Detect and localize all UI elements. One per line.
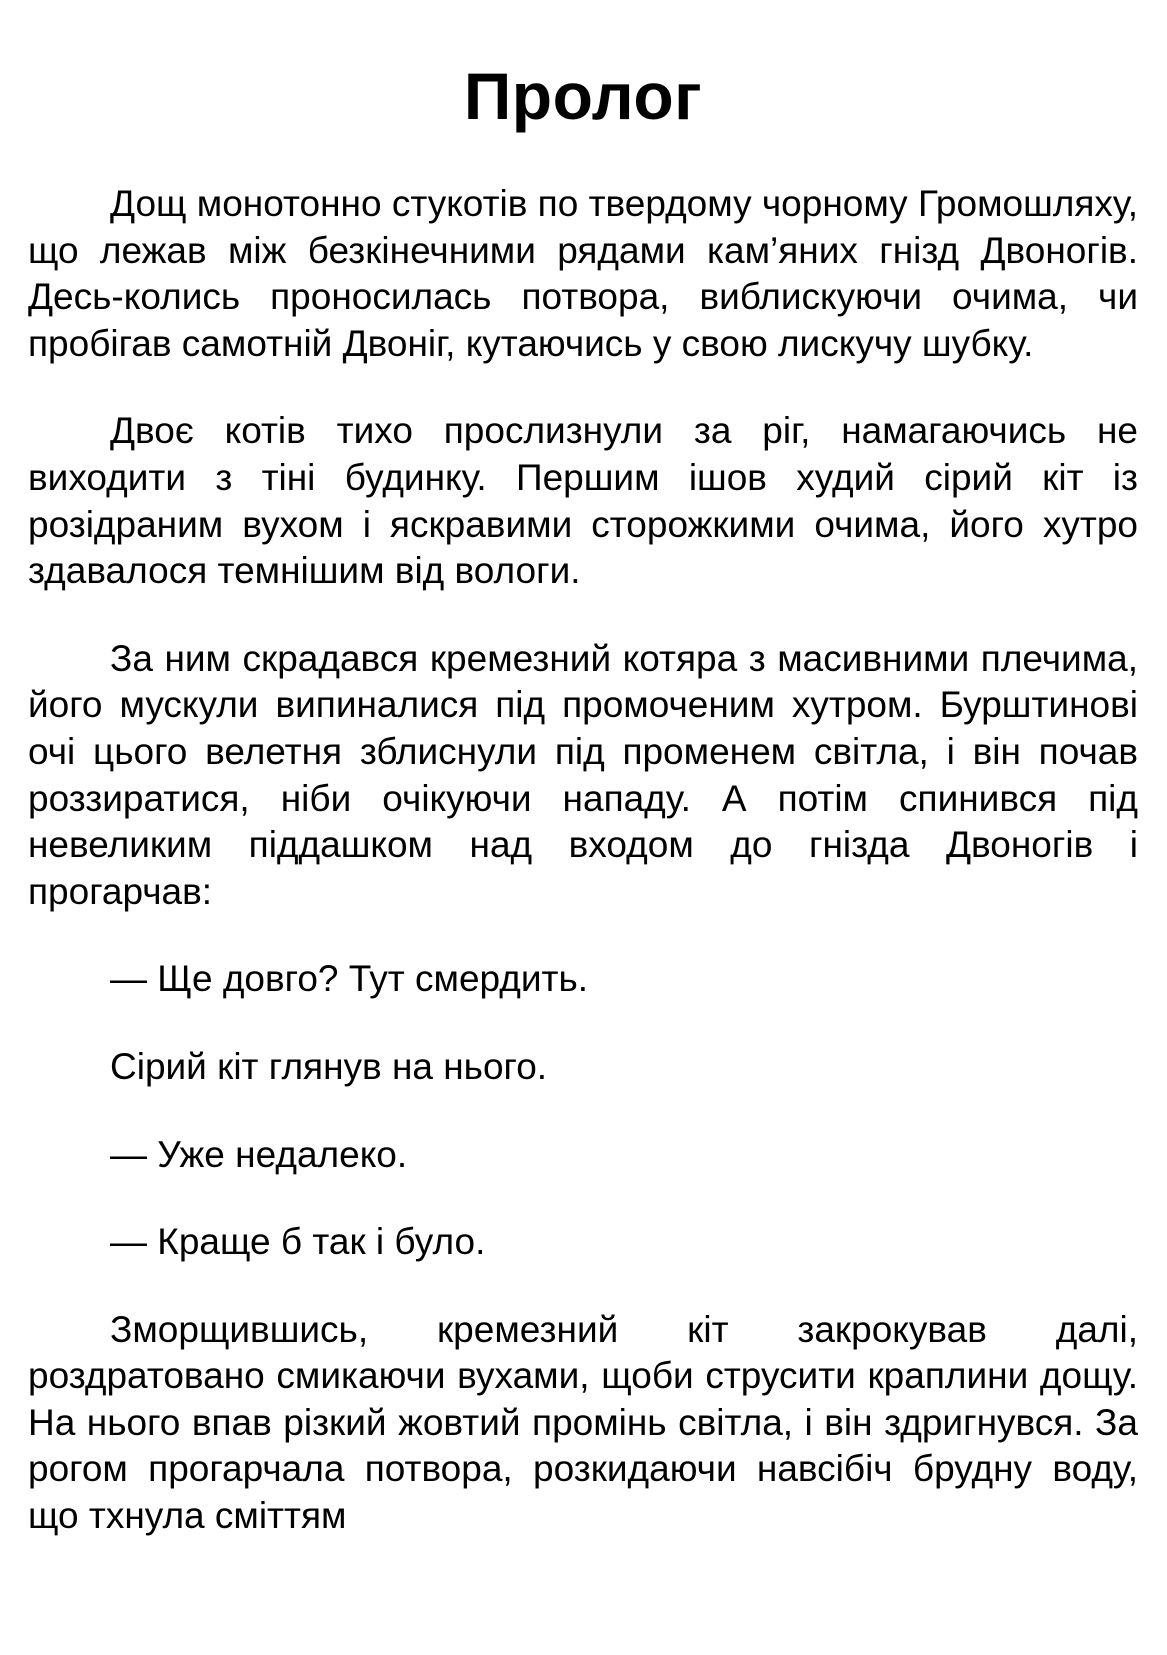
dialog-line: — Уже недалеко. xyxy=(110,1133,408,1175)
dialog-line: — Ще довго? Тут смердить. xyxy=(110,958,589,1000)
paragraph-grey-cat-glance: Сірий кіт глянув на нього. xyxy=(110,1045,548,1087)
paragraph-two-cats: Двоє котів тихо прослизнули за ріг, намагаючись не виходити з тіні будинку. Першим ішов худий сірий кіт із розідраним вухом і яскравими сторожкими очима, його хутро здавалося темнішим від вологи. xyxy=(28,410,1138,592)
paragraph-rain: Дощ монотонно стукотів по твердому чорному Громошляху, що лежав між безкінечними рядами кам’яних гнізд Двоногів. Десь-колись проносилась потвора, виблискуючи очима, чи пробігав самотній Двоніг, кутаючись у свою лискучу шубку. xyxy=(28,183,1138,364)
document-page xyxy=(28,0,1138,1655)
paragraph-big-cat: За ним скрадався кремезний котяра з масивними плечима, його мускули випиналися під промоченим хутром. Бурштинові очі цього велетня зблиснули під променем світла, і він почав роззиратися, ніби очікуючи нападу. А потім спинився під невеликим піддашком над входом до гнізда Двоногів і прогарчав: xyxy=(28,637,1138,912)
page-title: Пролог xyxy=(463,59,703,133)
dialog-line: — Краще б так і було. xyxy=(110,1221,486,1263)
paragraph-frowning: Зморщившись, кремезний кіт закрокував далі, роздратовано смикаючи вухами, щоби струсити краплини дощу. На нього впав різкий жовтий промінь світла, і він здригнувся. За рогом прогарчала потвора, розкидаючи навсібіч брудну воду, що тхнула сміттям xyxy=(28,1308,1138,1537)
